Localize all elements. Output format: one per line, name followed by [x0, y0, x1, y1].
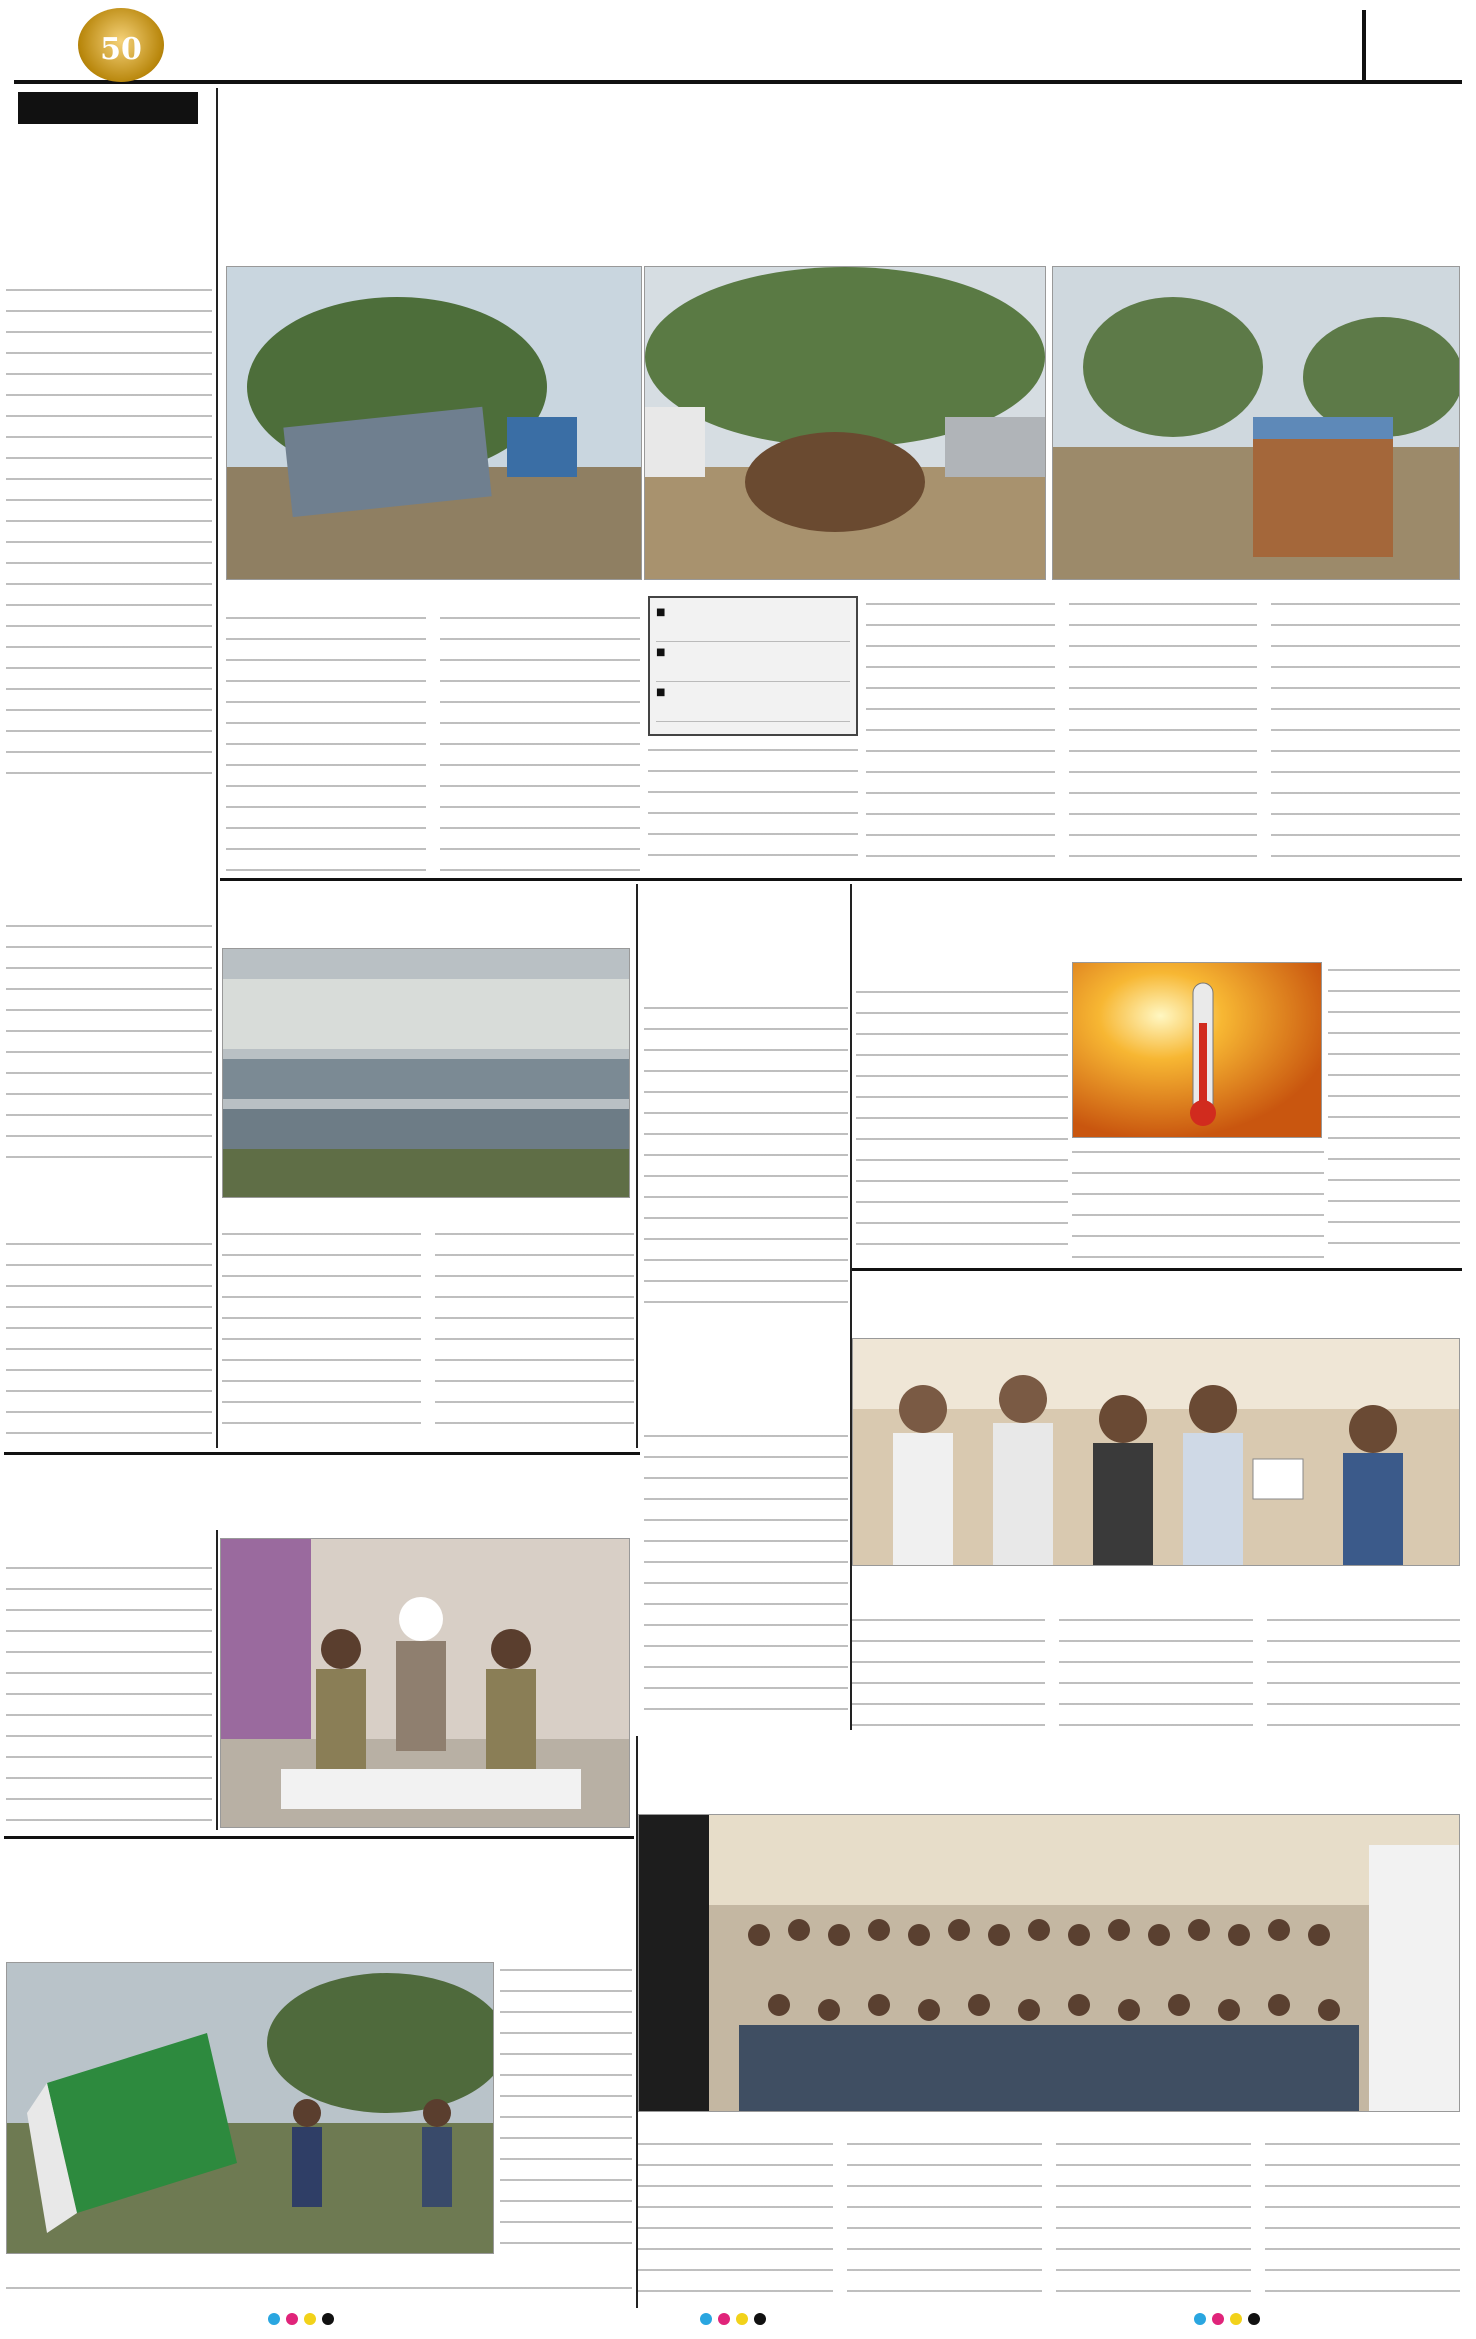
registration-marks-left: [268, 2313, 334, 2325]
masthead: [14, 6, 1462, 84]
power-headline: [852, 1276, 1460, 1332]
loot-divider: [216, 1530, 218, 1830]
newspaper-50-years-logo: [48, 8, 194, 82]
lead-key-points: [648, 596, 858, 736]
heat-body-mid: [1072, 1144, 1324, 1260]
heat-bottom-rule: [852, 1268, 1462, 1271]
college-headline: [644, 888, 844, 974]
brief-2-headline: [4, 780, 214, 876]
logo-number: 50: [100, 32, 142, 67]
registration-marks-center: [700, 2313, 766, 2325]
loot-headline: [6, 1462, 636, 1522]
lead-photo-3: [1052, 266, 1460, 580]
column-divider-3: [636, 1736, 638, 2308]
thermometer-sun-photo: [1072, 962, 1322, 1138]
bus-body-bottom: [6, 2280, 632, 2308]
brief-1-headline: [8, 132, 208, 228]
college-body: [644, 1000, 848, 1320]
lead-body-left: [226, 610, 640, 872]
shock-body: [644, 1428, 848, 1728]
workshop-body: [638, 2136, 1460, 2304]
lead-headline: [226, 138, 1460, 250]
arrest-police-photo: [220, 1538, 630, 1828]
key-point-1: [656, 602, 850, 642]
brief-3-body: [6, 1236, 212, 1446]
sidebar-divider: [216, 88, 218, 1448]
bus-top-rule: [4, 1836, 634, 1839]
bus-headline: [6, 1850, 634, 1950]
brief-section-tag: [18, 92, 198, 124]
bus-body-right: [500, 1962, 632, 2252]
column-divider-2: [850, 884, 852, 1730]
brief-1-body: [6, 282, 212, 782]
heat-body-right: [1328, 962, 1460, 1260]
page-number: [1362, 10, 1462, 80]
power-body: [852, 1612, 1460, 1728]
lead-body-mid: [648, 742, 858, 872]
lead-photo-2: [644, 266, 1046, 580]
lead-photo-1: [226, 266, 642, 580]
registration-marks-right: [1194, 2313, 1260, 2325]
brief-2-body: [6, 918, 212, 1173]
lead-bottom-rule: [220, 878, 1462, 881]
nalco-body: [222, 1226, 634, 1440]
heat-headline: [852, 884, 1460, 954]
shock-headline: [644, 1318, 848, 1402]
workshop-headline: [638, 1732, 1460, 1806]
loot-top-rule: [4, 1452, 640, 1455]
key-point-2: [656, 642, 850, 682]
bus-accident-photo: [6, 1962, 494, 2254]
nalco-headline: [214, 888, 626, 940]
column-divider-1: [636, 884, 638, 1448]
key-point-3: [656, 682, 850, 722]
memorandum-handover-photo: [852, 1338, 1460, 1566]
nalco-pipeline-photo: [222, 948, 630, 1198]
workshop-group-photo: [638, 1814, 1460, 2112]
loot-body: [6, 1560, 212, 1824]
heat-body-left: [856, 984, 1068, 1260]
lead-body-right: [866, 596, 1460, 872]
